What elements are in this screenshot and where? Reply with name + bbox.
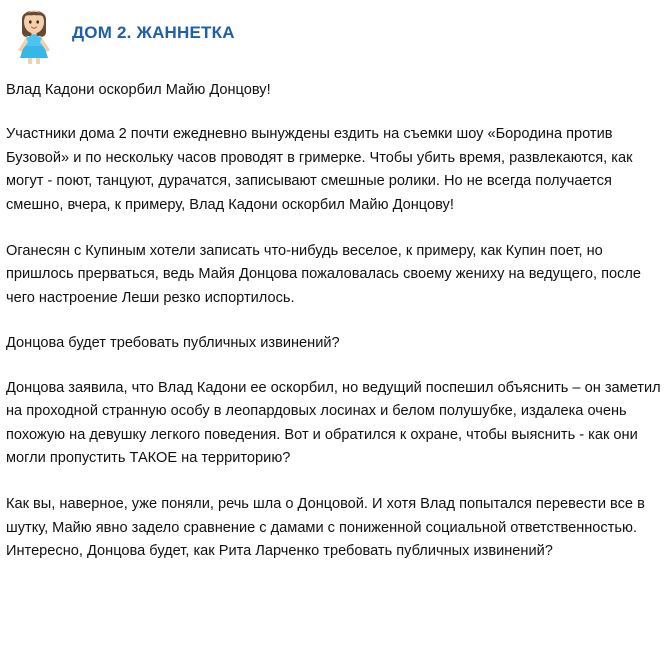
article-paragraph-3: Донцова заявила, что Влад Кадони ее оскорбил, но ведущий поспешил объяснить – он заметил на проходной странную особу в леопардовых лосинах и белом полушубке, издалека очень похожую на девушку легкого поведения. Вот и обратился к охране, чтобы выяснить - как они могли пропустить ТАКОЕ на территорию? bbox=[6, 379, 661, 467]
article-paragraph-2: Оганесян с Купиным хотели записать что-нибудь веселое, к примеру, как Купин поет, но пришлось прерваться, ведь Майя Донцова пожаловалась своему жениху на ведущего, после чего настроение Леши резко испортилось. bbox=[6, 242, 642, 306]
site-header bbox=[0, 0, 670, 64]
article-paragraph-4: Как вы, наверное, уже поняли, речь шла о Донцовой. И хотя Влад попытался перевести все в шутку, Майю явно задело сравнение с дамами с пониженной социальной ответственностью. Интересно, Донцова будет, как Рита Ларченко требовать публичных извинений? bbox=[6, 496, 645, 560]
article-lead: Влад Кадони оскорбил Майю Донцову! bbox=[6, 82, 271, 98]
girl-avatar-icon bbox=[4, 2, 64, 64]
article-body bbox=[0, 80, 670, 564]
article-subheading: Донцова будет требовать публичных извинений? bbox=[6, 334, 340, 351]
site-title: ДОМ 2. ЖАННЕТКА bbox=[72, 23, 235, 42]
article-paragraph-1: Участники дома 2 почти ежедневно вынуждены ездить на съемки шоу «Бородина против Бузовой» и по нескольку часов проводят в гримерке. Чтобы убить время, развлекаются, как могут - поют, танцуют, дурачатся, записывают смешные ролики. Но не всегда получается смешно, вчера, к примеру, Влад Кадони оскорбил Майю Донцову! bbox=[6, 126, 633, 214]
